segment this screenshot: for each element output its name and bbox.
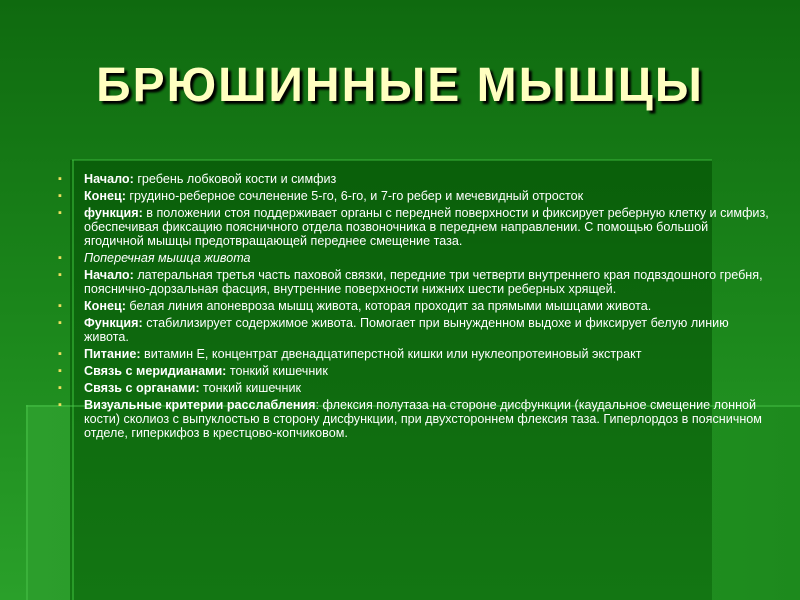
- item-label: Начало:: [84, 268, 134, 282]
- item-text: белая линия апоневроза мышц живота, которая проходит за прямыми мышцами живота.: [125, 299, 652, 313]
- list-item: [58, 316, 770, 344]
- bullet-icon: ▪: [58, 300, 62, 312]
- list-item: [58, 189, 770, 203]
- item-text: тонкий кишечник: [199, 381, 301, 395]
- bullet-icon: ▪: [58, 317, 62, 329]
- bullet-icon: ▪: [58, 190, 62, 202]
- bullet-icon: ▪: [58, 348, 62, 360]
- list-item: [58, 398, 770, 440]
- bullet-icon: ▪: [58, 382, 62, 394]
- item-label: Связь с меридианами:: [84, 364, 227, 378]
- item-text: латеральная третья часть паховой связки, передние три четверти внутреннего края подвздошного гребня, пояснично-дорзальная фасция, внутренние поверхности нижних шести реберных хрящей.: [84, 268, 763, 296]
- item-text: тонкий кишечник: [226, 364, 328, 378]
- list-item-subheading: [58, 251, 770, 265]
- item-label: Связь с органами:: [84, 381, 200, 395]
- item-text: стабилизирует содержимое живота. Помогает при вынужденном выдохе и фиксирует белую линию живота.: [84, 316, 729, 344]
- item-label: Конец:: [84, 299, 126, 313]
- decorative-line: [26, 405, 28, 600]
- item-text: витамин Е, концентрат двенадцатиперстной кишки или нуклеопротеиновый экстракт: [140, 347, 642, 361]
- item-label: функция:: [84, 206, 143, 220]
- list-item: [58, 347, 770, 361]
- bullet-list: [58, 172, 770, 443]
- bullet-icon: ▪: [58, 365, 62, 377]
- item-label: Функция:: [84, 316, 143, 330]
- bullet-icon: ▪: [58, 269, 62, 281]
- item-label: Конец:: [84, 189, 126, 203]
- bullet-icon: ▪: [58, 252, 62, 264]
- item-text: в положении стоя поддерживает органы с передней поверхности и фиксирует реберную клетку и симфиз, обеспечивая фиксацию поясничного отдела позвоночника в переднем направлении. С помощью большой ягодичной мышцы предотвращающей переднее смещение таза.: [84, 206, 769, 248]
- item-text: : флексия полутаза на стороне дисфункции (каудальное смещение лонной кости) сколиоз с выпуклостью в сторону дисфункции, при двухстороннем флексия таза. Гиперлордоз в поясничном отделе, гиперкифоз в крестцово-копчиковом.: [84, 398, 762, 440]
- item-text: гребень лобковой кости и симфиз: [133, 172, 337, 186]
- slide-title: БРЮШИННЫЕ МЫШЦЫ: [96, 59, 704, 112]
- bullet-icon: ▪: [58, 207, 62, 219]
- item-label: Питание:: [84, 347, 141, 361]
- list-item: [58, 172, 770, 186]
- item-text: Поперечная мышца живота: [84, 251, 251, 265]
- decorative-line: [72, 159, 712, 161]
- item-text: грудино-реберное сочленение 5-го, 6-го, и 7-го ребер и мечевидный отросток: [125, 189, 584, 203]
- item-label: Визуальные критерии расслабления: [84, 398, 316, 412]
- bullet-icon: ▪: [58, 399, 62, 411]
- list-item: [58, 206, 770, 248]
- bullet-icon: ▪: [58, 173, 62, 185]
- list-item: [58, 364, 770, 378]
- list-item: [58, 299, 770, 313]
- list-item: [58, 381, 770, 395]
- list-item: [58, 268, 770, 296]
- item-label: Начало:: [84, 172, 134, 186]
